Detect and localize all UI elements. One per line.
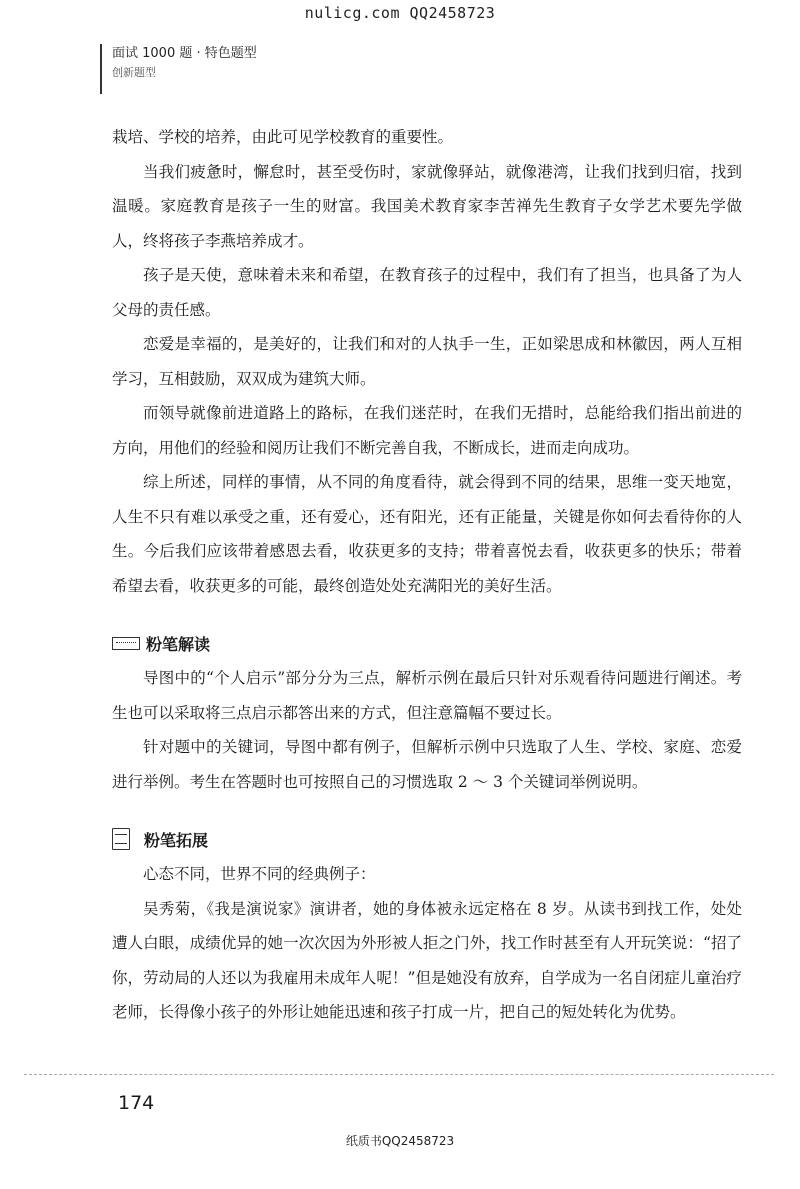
section-paragraph: 心态不同，世界不同的经典例子： (143, 865, 376, 883)
section-heading-expand (112, 821, 742, 857)
section-title: 粉笔拓展 (144, 830, 209, 850)
body-paragraph: 当我们疲惫时，懈怠时，甚至受伤时，家就像驿站，就像港湾，让我们找到归宿，找到温暖。家庭教育是孩子一生的财富。我国美术教育家李苦禅先生教育子女学艺术要先学做人，终将孩子李燕培养成才。 (112, 162, 742, 250)
watermark-top: nulicg.com QQ2458723 (304, 4, 496, 22)
running-header (100, 44, 257, 94)
section-paragraph: 针对题中的关键词，导图中都有例子，但解析示例中只选取了人生、学校、家庭、恋爱进行举例。考生在答题时也可按照自己的习惯选取 2 ～ 3 个关键词举例说明。 (112, 738, 742, 791)
watermark-bottom: 纸质书QQ2458723 (345, 1134, 455, 1148)
body-paragraph: 综上所述，同样的事情，从不同的角度看待，就会得到不同的结果，思维一变天地宽，人生不只有难以承受之重，还有爱心，还有阳光，还有正能量，关键是你如何去看待你的人生。今后我们应该带着感恩去看，收获更多的支持；带着喜悦去看，收获更多的快乐；带着希望去看，收获更多的可能，最终创造处处充满阳光的美好生活。 (112, 473, 742, 595)
body-paragraph: 孩子是天使，意味着未来和希望，在教育孩子的过程中，我们有了担当，也具备了为人父母的责任感。 (112, 266, 742, 319)
body-paragraph: 栽培、学校的培养，由此可见学校教育的重要性。 (112, 128, 454, 146)
body-paragraph: 而领导就像前进道路上的路标，在我们迷茫时，在我们无措时，总能给我们指出前进的方向，用他们的经验和阅历让我们不断完善自我，不断成长，进而走向成功。 (112, 404, 742, 457)
section-heading-read (112, 625, 742, 661)
footer-divider (24, 1074, 774, 1075)
expand-icon (112, 828, 130, 850)
book-title: 面试 1000 题 · 特色题型 (112, 46, 257, 61)
chapter-subtitle: 创新题型 (112, 66, 156, 79)
section-title: 粉笔解读 (146, 634, 211, 654)
page-number: 174 (118, 1092, 155, 1114)
body-paragraph: 恋爱是幸福的，是美好的，让我们和对的人执手一生，正如梁思成和林徽因，两人互相学习，互相鼓励，双双成为建筑大师。 (112, 335, 742, 388)
reading-icon (112, 637, 140, 650)
section-paragraph: 导图中的“个人启示”部分分为三点，解析示例在最后只针对乐观看待问题进行阐述。考生也可以采取将三点启示都答出来的方式，但注意篇幅不要过长。 (112, 669, 742, 722)
page-content (112, 120, 742, 1030)
section-paragraph: 吴秀菊，《我是演说家》演讲者，她的身体被永远定格在 8 岁。从读书到找工作，处处遭人白眼，成绩优异的她一次次因为外形被人拒之门外，找工作时甚至有人开玩笑说：“招了你，劳动局的人还以为我雇用未成年人呢！”但是她没有放弃，自学成为一名自闭症儿童治疗老师，长得像小孩子的外形让她能迅速和孩子打成一片，把自己的短处转化为优势。 (112, 899, 742, 1021)
